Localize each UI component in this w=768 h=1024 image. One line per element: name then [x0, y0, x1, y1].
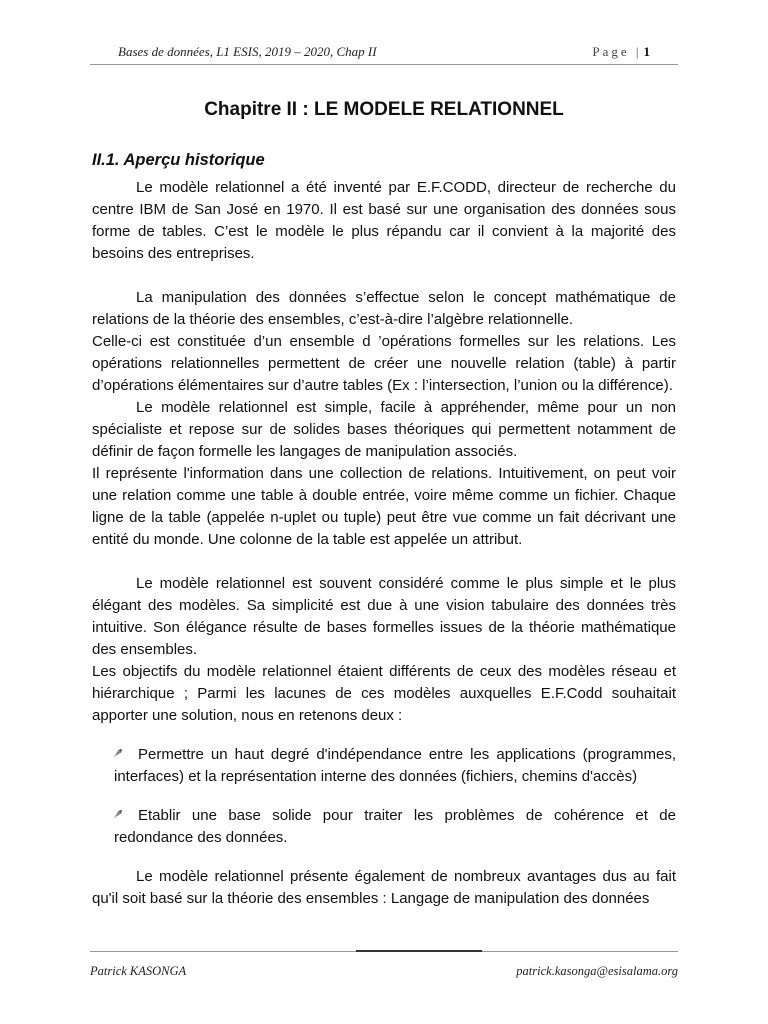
footer-divider-accent — [356, 950, 482, 952]
paragraph: Le modèle relationnel a été inventé par E.F.CODD, directeur de recherche du centre IBM de San José en 1970. Il est basé sur une organisation des données sous forme de tables. C’est le modèle le plus répandu car il convient à la majorité des besoins des entreprises. — [92, 179, 676, 262]
header-title: Bases de données, L1 ESIS, 2019 – 2020, Chap II — [118, 44, 377, 59]
paragraph: Le modèle relationnel est simple, facile à appréhender, même pour un non spécialiste et repose sur de solides bases théoriques qui permettent notamment de définir de façon formelle les langages de manipulation associés. — [92, 399, 676, 460]
paragraph: Le modèle relationnel présente également de nombreux avantages dus au fait qu'il soit basé sur la théorie des ensembles : Langage de manipulation des données — [92, 868, 676, 907]
footer-author: Patrick KASONGA — [90, 964, 187, 978]
bullet-icon — [112, 748, 123, 759]
page-footer — [90, 964, 678, 982]
bullet-text: Etablir une base solide pour traiter les problèmes de cohérence et de redondance des données. — [114, 807, 676, 846]
list-item — [92, 805, 676, 849]
list-item — [92, 744, 676, 788]
page-indicator — [592, 44, 650, 60]
paragraph: La manipulation des données s’effectue selon le concept mathématique de relations de la théorie des ensembles, c’est-à-dire l’algèbre relationnelle. — [92, 289, 676, 328]
paragraph: Les objectifs du modèle relationnel étaient différents de ceux des modèles réseau et hiérarchique ; Parmi les lacunes de ces modèles auxquelles E.F.Codd souhaitait apporter une solution, nous en retenons deux : — [92, 663, 676, 724]
paragraph: Le modèle relationnel est souvent considéré comme le plus simple et le plus élégant des modèles. Sa simplicité est due à une vision tabulaire des données très intuitive. Son élégance résulte de bases formelles issues de la théorie mathématique des ensembles. — [92, 575, 676, 658]
footer-email: patrick.kasonga@esisalama.org — [516, 964, 678, 978]
document-body — [92, 177, 676, 910]
page-number: 1 — [643, 44, 650, 59]
chapter-title: Chapitre II : LE MODELE RELATIONNEL — [204, 99, 564, 120]
page-header — [90, 40, 678, 65]
paragraph: Il représente l'information dans une collection de relations. Intuitivement, on peut voir une relation comme une table à double entrée, voire même comme un fichier. Chaque ligne de la table (appelée n-uplet ou tuple) peut être vue comme un fait décrivant une entité du monde. Une colonne de la table est appelée un attribut. — [92, 465, 676, 548]
bullet-text: Permettre un haut degré d'indépendance entre les applications (programmes, interfaces) et la représentation interne des données (fichiers, chemins d'accès) — [114, 746, 676, 785]
page-label: Page | — [592, 44, 642, 59]
bullet-list — [92, 744, 676, 849]
bullet-icon — [112, 809, 123, 820]
section-title: II.1. Aperçu historique — [92, 151, 265, 169]
paragraph: Celle-ci est constituée d’un ensemble d ’opérations formelles sur les relations. Les opérations relationnelles permettent de créer une nouvelle relation (table) à partir d’opérations élémentaires sur d’autre tables (Ex : l’intersection, l’union ou la différence). — [92, 333, 676, 394]
